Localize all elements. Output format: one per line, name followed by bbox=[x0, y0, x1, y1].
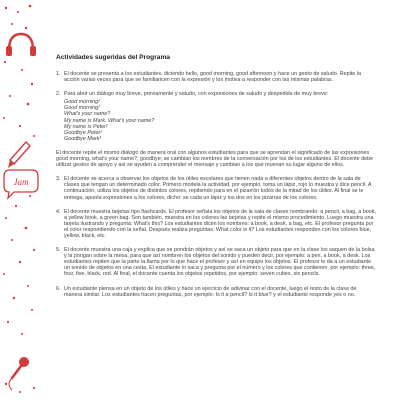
activity-item-3 bbox=[56, 176, 376, 200]
dialog-line: My name is Peter! bbox=[64, 123, 108, 130]
activity-item-4 bbox=[56, 209, 376, 239]
item-number: 1. bbox=[56, 71, 61, 77]
item-number: 3. bbox=[56, 176, 61, 183]
item-text: El docente muestra una caja y explica que se pondrán objetos y así se saca un objeto para que en la clase los saquen de la bolsa y la pongan sobre la mesa, para que así nombren los objetos del sonido y pueden decir, por ejemplo: a pen, a book, a desk. Los estudiantes repiten que la parte la llama por lo que hace el profesor y así en equipo los objetos. El profesor le da a un estudiante un sonido de objetos en una cesta. El estudiante lo saca y pregunta por el número y los colores que contienen, por ejemplo: three, four, five, black, red. Al final, el docente cuenta los objetos repetidos, por ejemplo: seven cubes, six pencils. bbox=[64, 247, 376, 278]
item-text: El docente muestra tarjetas tipo flashcards. El profesor señala los objetos de la sala de clases nombrando: a pencil, a bag, a book, a yellow book, a green bag. Son también, muestra en los colores las tarjetas y repite el mismo procedimiento. Luego muestra una tarjeta ilustrando y pregunta: What's this? Los estudiantes dicen los nombres: a book, a desk, a bag, etc. El profesor pregunta por el color respondiendo con la señal. Después realiza preguntas: What color is it? Los estudiantes responden con los colores blue, yellow, black, etc. bbox=[64, 208, 376, 239]
headphones-icon bbox=[6, 34, 36, 56]
speech-bubble-jam-icon bbox=[4, 170, 38, 198]
activity-item-6 bbox=[56, 286, 376, 298]
item-number: 6. bbox=[56, 285, 61, 292]
dialog-line: Good morning! bbox=[64, 99, 100, 106]
item-text: El docente se presenta a los estudiantes, diciendo hello, good morning, good afternoon y hace un gesto de saludo. Repite la acción varias veces para que se familiaricen con la expresión y los motiva a responder con las mismas palabras. bbox=[64, 71, 361, 84]
dialog-line: What's your name? bbox=[64, 111, 111, 118]
dialog-line: Goodbye Peter! bbox=[64, 129, 102, 136]
item-number: 4. bbox=[56, 208, 61, 215]
activity-item-5 bbox=[56, 247, 376, 277]
dialog-line: Good morning! bbox=[64, 105, 100, 112]
item-text: El docente se acerca a observar los objetos de los útiles escolares que tienen nada a diferentes objetos dentro de la sala de clases que tengan un determinado color. Primero modela la actividad, por ejemplo: toma un lápiz, rojo lo muestra y dice pencil. A continuación, utiliza los objetos de distintos colores, repitiendo para en el pizarrón todos de la mitad de los útiles. Al final se le entrega, apunta expresiones a los colores, dicho: se cada un lápiz y los dos en los pizarras de los colores. bbox=[64, 176, 372, 201]
margin-decoration-svg bbox=[0, 0, 40, 400]
page-title: Actividades sugeridas del Programa bbox=[56, 54, 170, 61]
activity-item-2 bbox=[56, 91, 376, 97]
activity-item-1 bbox=[56, 71, 376, 83]
jam-bubble-label: Jam bbox=[13, 177, 29, 187]
item-number: 5. bbox=[56, 247, 61, 254]
microphone-icon bbox=[9, 357, 29, 390]
dialog-line: My name is Mark. What's your name? bbox=[64, 117, 155, 124]
item-text: Para abrir un diálogo muy breve, previamente y saludo, con expresiones de saludo y despedida de muy breve: bbox=[64, 91, 329, 98]
pencil-icon bbox=[8, 142, 30, 168]
item-number: 2. bbox=[56, 91, 61, 98]
dialog-line: Goodbye Mark! bbox=[64, 135, 101, 142]
paragraph-after-dialog: El docente repite el mismo diálogo de manera oral con algunos estudiantes para que se aprendan el significado de las expresiones good morning, what's your name?, goodbye; se cambian los nombres de la conversación por los de los estudiantes. El docente debe utilizar gestos de apoyo y así se ayuden a comprender el mensaje y cambian a los que muevan su lugar alguno de ellos. bbox=[56, 149, 374, 169]
document-content bbox=[56, 54, 376, 306]
item-text: Un estudiante piensa en un objeto de los útiles y hace un ejercicio de adivinar con el docente, luego el resto de la clase de manera similar. Los estudiantes hacen preguntas, por ejemplo: Is it a pencil? Is it blue? y el estudiante responde yes o no. bbox=[64, 285, 357, 298]
decorative-margin bbox=[0, 0, 40, 400]
dialog-block bbox=[64, 99, 376, 142]
